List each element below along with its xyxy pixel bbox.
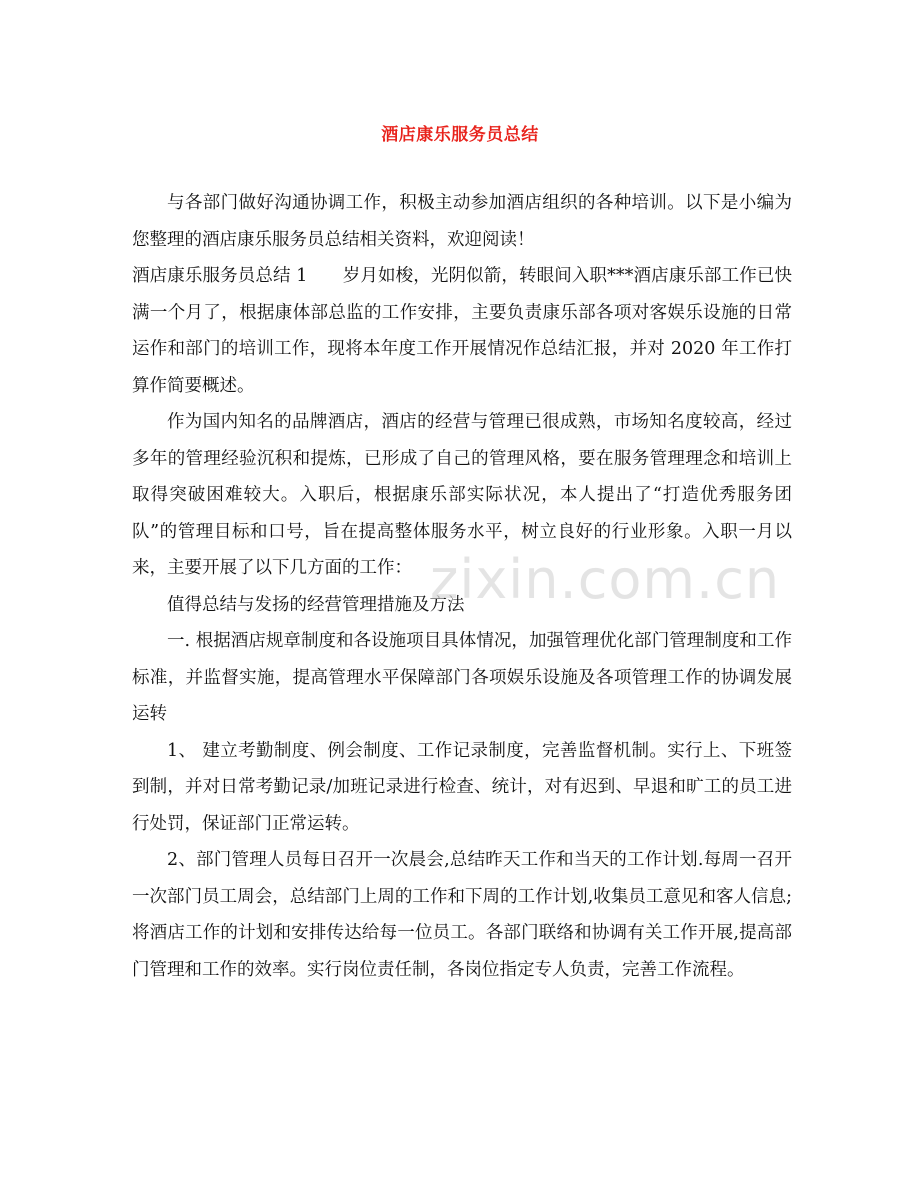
paragraph-brand-hotel: 作为国内知名的品牌酒店，酒店的经营与管理已很成熟，市场知名度较高，经过多年的管理经验沉积和提炼，已形成了自己的管理风格，要在服务管理理念和培训上取得突破困难较大。入职后，根据康乐部实际状况，本人提出了“打造优秀服务团队”的管理目标和口号，旨在提高整体服务水平，树立良好的行业形象。入职一月以来，主要开展了以下几方面的工作： xyxy=(132,412,792,578)
paragraph-section-heading: 值得总结与发扬的经营管理措施及方法 xyxy=(167,594,465,615)
paragraph-intro: 与各部门做好沟通协调工作，积极主动参加酒店组织的各种培训。以下是小编为您整理的酒店康乐服务员总结相关资料，欢迎阅读！ xyxy=(132,193,792,250)
paragraph-summary-1: 酒店康乐服务员总结 1 岁月如梭，光阴似箭，转眼间入职***酒店康乐部工作已快满一个月了，根据康体部总监的工作安排，主要负责康乐部各项对客娱乐设施的日常运作和部门的培训工作，现将本年度工作开展情况作总结汇报，并对 2020 年工作打算作简要概述。 xyxy=(132,266,792,396)
paragraph-item-1: 1、 建立考勤制度、例会制度、工作记录制度，完善监督机制。实行上、下班签到制，并对日常考勤记录/加班记录进行检查、统计，对有迟到、早退和旷工的员工进行处罚，保证部门正常运转。 xyxy=(132,740,792,834)
paragraph-item-one: 一. 根据酒店规章制度和各设施项目具体情况，加强管理优化部门管理制度和工作标准，并监督实施，提高管理水平保障部门各项娱乐设施及各项管理工作的协调发展运转 xyxy=(132,631,792,724)
document-body xyxy=(132,185,792,988)
document-title: 酒店康乐服务员总结 xyxy=(381,125,539,145)
paragraph-item-2: 2、部门管理人员每日召开一次晨会,总结昨天工作和当天的工作计划.每周一召开一次部门员工周会，总结部门上周的工作和下周的工作计划,收集员工意见和客人信息;将酒店工作的计划和安排传达给每一位员工。各部门联络和协调有关工作开展,提高部门管理和工作的效率。实行岗位责任制，各岗位指定专人负责，完善工作流程。 xyxy=(132,850,792,980)
watermark-text: zixin.com.cn xyxy=(430,548,781,611)
